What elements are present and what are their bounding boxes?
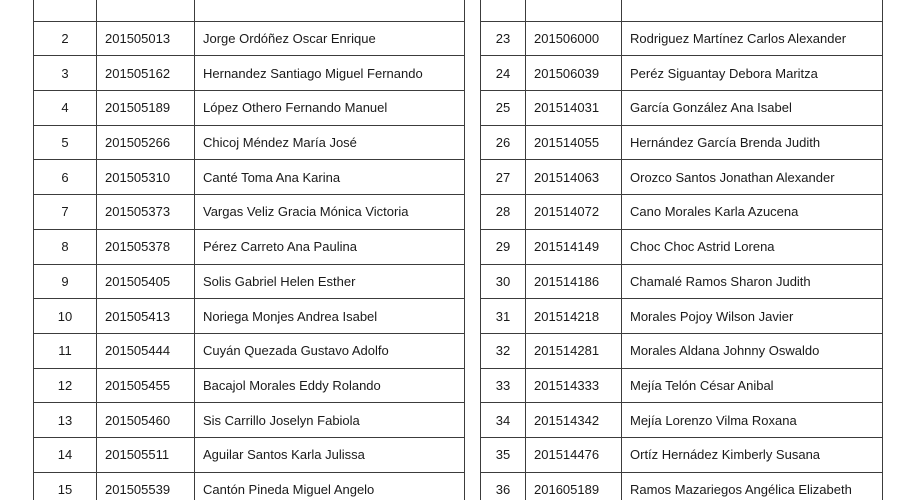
student-id-cell: 201514218 [526,299,622,334]
table-row [34,195,465,230]
row-number-cell: 32 [481,333,526,368]
student-id-cell [526,0,622,21]
student-table-right [480,0,883,500]
row-number-cell: 23 [481,21,526,56]
table-row [34,299,465,334]
table-row [34,91,465,126]
table-row [34,403,465,438]
table-row [34,472,465,500]
student-name-cell: Chamalé Ramos Sharon Judith [622,264,883,299]
student-name-cell: Rodriguez Martínez Carlos Alexander [622,21,883,56]
student-id-cell: 201505378 [97,229,195,264]
row-number-cell [34,0,97,21]
student-id-cell: 201506000 [526,21,622,56]
row-number-cell: 26 [481,125,526,160]
table-row [481,229,883,264]
table-row [481,195,883,230]
table-row [481,56,883,91]
student-id-cell: 201514149 [526,229,622,264]
table-row [481,299,883,334]
student-name-cell: López Othero Fernando Manuel [195,91,465,126]
row-number-cell: 8 [34,229,97,264]
student-name-cell: Cantón Pineda Miguel Angelo [195,472,465,500]
student-id-cell: 201514342 [526,403,622,438]
student-id-cell: 201514333 [526,368,622,403]
student-id-cell: 201505460 [97,403,195,438]
table-row [481,403,883,438]
student-name-cell: Canté Toma Ana Karina [195,160,465,195]
row-number-cell: 24 [481,56,526,91]
student-name-cell: Pérez Carreto Ana Paulina [195,229,465,264]
row-number-cell: 25 [481,91,526,126]
student-id-cell: 201514281 [526,333,622,368]
row-number-cell: 33 [481,368,526,403]
table-row [34,0,465,21]
table-row [34,333,465,368]
student-name-cell: Solis Gabriel Helen Esther [195,264,465,299]
student-name-cell: García González Ana Isabel [622,91,883,126]
row-number-cell: 3 [34,56,97,91]
student-name-cell: Morales Pojoy Wilson Javier [622,299,883,334]
student-name-cell: Mejía Lorenzo Vilma Roxana [622,403,883,438]
student-id-cell: 201505413 [97,299,195,334]
row-number-cell: 28 [481,195,526,230]
table-row [481,437,883,472]
student-id-cell [97,0,195,21]
row-number-cell: 14 [34,437,97,472]
row-number-cell: 10 [34,299,97,334]
row-number-cell: 15 [34,472,97,500]
student-name-cell: Jorge Ordóñez Oscar Enrique [195,21,465,56]
student-id-cell: 201505444 [97,333,195,368]
row-number-cell: 29 [481,229,526,264]
student-name-cell: Sis Carrillo Joselyn Fabiola [195,403,465,438]
student-name-cell: Bacajol Morales Eddy Rolando [195,368,465,403]
student-name-cell: Peréz Siguantay Debora Maritza [622,56,883,91]
row-number-cell: 36 [481,472,526,500]
student-name-cell: Noriega Monjes Andrea Isabel [195,299,465,334]
student-name-cell: Aguilar Santos Karla Julissa [195,437,465,472]
table-row [34,229,465,264]
table-row [481,368,883,403]
table-row [481,21,883,56]
row-number-cell: 4 [34,91,97,126]
student-name-cell: Orozco Santos Jonathan Alexander [622,160,883,195]
row-number-cell: 12 [34,368,97,403]
table-row [481,333,883,368]
row-number-cell: 30 [481,264,526,299]
student-id-cell: 201505539 [97,472,195,500]
table-row [34,437,465,472]
student-name-cell: Hernández García Brenda Judith [622,125,883,160]
row-number-cell: 6 [34,160,97,195]
student-id-cell: 201505266 [97,125,195,160]
table-row [34,56,465,91]
student-id-cell: 201514186 [526,264,622,299]
student-name-cell: Hernandez Santiago Miguel Fernando [195,56,465,91]
table-row [481,91,883,126]
student-name-cell: Cano Morales Karla Azucena [622,195,883,230]
row-number-cell: 13 [34,403,97,438]
student-name-cell: Cuyán Quezada Gustavo Adolfo [195,333,465,368]
row-number-cell: 7 [34,195,97,230]
row-number-cell: 35 [481,437,526,472]
student-name-cell: Ortíz Hernádez Kimberly Susana [622,437,883,472]
table-row [481,472,883,500]
student-name-cell: Choc Choc Astrid Lorena [622,229,883,264]
table-row [34,264,465,299]
student-name-cell: Vargas Veliz Gracia Mónica Victoria [195,195,465,230]
student-id-cell: 201514072 [526,195,622,230]
student-id-cell: 201505013 [97,21,195,56]
table-row [34,125,465,160]
row-number-cell: 27 [481,160,526,195]
row-number-cell: 5 [34,125,97,160]
table-row [481,0,883,21]
table-row [481,125,883,160]
table-row [481,160,883,195]
table-row [34,160,465,195]
row-number-cell [481,0,526,21]
student-id-cell: 201514055 [526,125,622,160]
table-row [34,368,465,403]
student-id-cell: 201505511 [97,437,195,472]
student-id-cell: 201514063 [526,160,622,195]
row-number-cell: 11 [34,333,97,368]
student-id-cell: 201505162 [97,56,195,91]
student-id-cell: 201505373 [97,195,195,230]
student-id-cell: 201505455 [97,368,195,403]
student-id-cell: 201505310 [97,160,195,195]
student-name-cell: Chicoj Méndez María José [195,125,465,160]
row-number-cell: 31 [481,299,526,334]
student-id-cell: 201514476 [526,437,622,472]
row-number-cell: 34 [481,403,526,438]
student-name-cell [622,0,883,21]
student-name-cell [195,0,465,21]
student-id-cell: 201605189 [526,472,622,500]
student-id-cell: 201505405 [97,264,195,299]
student-id-cell: 201506039 [526,56,622,91]
student-name-cell: Morales Aldana Johnny Oswaldo [622,333,883,368]
student-id-cell: 201514031 [526,91,622,126]
student-table-left [33,0,465,500]
student-name-cell: Ramos Mazariegos Angélica Elizabeth [622,472,883,500]
student-name-cell: Mejía Telón César Anibal [622,368,883,403]
row-number-cell: 2 [34,21,97,56]
table-row [34,21,465,56]
table-row [481,264,883,299]
row-number-cell: 9 [34,264,97,299]
student-id-cell: 201505189 [97,91,195,126]
